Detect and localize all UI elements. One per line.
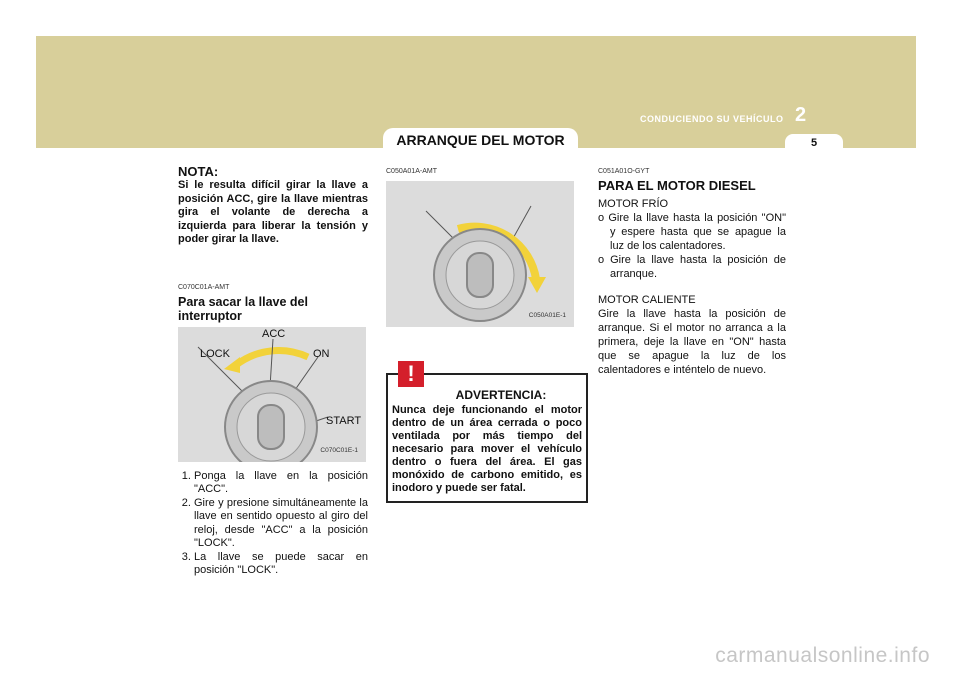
section-title: ARRANQUE DEL MOTOR <box>383 128 578 150</box>
nota-body: Si le resulta difícil girar la llave a posición ACC, gire la llave mientras gira el volante de derecha a izquierda para liberar la tensión y poder girar la llave. <box>178 179 368 245</box>
warning-box <box>386 361 588 503</box>
label-lock: LOCK <box>200 347 230 360</box>
column-right <box>598 165 786 377</box>
ignition-start-illustration <box>386 181 574 327</box>
warning-body: Nunca deje funcionando el motor dentro de un área cerrada o poco ventilada por más tiempo del necesario para mover el vehículo dentro o fuera del área. El gas monóxido de carbono emitido, es inodoro y puede ser fatal. <box>392 404 582 494</box>
section-code: C070C01A-AMT <box>178 283 230 291</box>
removal-steps <box>178 470 368 578</box>
label-start: START <box>326 414 362 427</box>
step-item: 3. La llave se puede sacar en posición "LOCK". <box>194 551 368 578</box>
ignition-key-illustration <box>178 327 366 462</box>
label-acc: ACC <box>262 327 286 340</box>
figure-caption: C050A01E-1 <box>528 312 566 319</box>
hot-heading: MOTOR CALIENTE <box>598 294 696 306</box>
ignition-figure-lock <box>178 327 366 462</box>
watermark: carmanualsonline.info <box>715 644 930 667</box>
arrow-head <box>528 277 546 293</box>
cold-heading: MOTOR FRÍO <box>598 198 669 210</box>
nota-title: NOTA: <box>178 164 219 179</box>
diesel-title: PARA EL MOTOR DIESEL <box>598 178 756 193</box>
column-left <box>178 165 368 578</box>
step-item: 2. Gire y presione simultáneamente la llave en sentido opuesto al giro del reloj, desde "ACC" a la posición "LOCK". <box>194 497 368 551</box>
page-number: 5 <box>785 134 843 150</box>
section-subtitle: Para sacar la llave del interruptor <box>178 294 308 323</box>
step-item: 1. Ponga la llave en la posición "ACC". <box>194 470 368 497</box>
key-head <box>258 405 284 449</box>
key-head <box>467 253 493 297</box>
cold-steps <box>598 211 786 281</box>
warning-title: ADVERTENCIA: <box>455 388 547 402</box>
figure-caption: C070C01E-1 <box>320 446 358 454</box>
section-code: C050A01A-AMT <box>386 168 437 175</box>
chapter-title: CONDUCIENDO SU VEHÍCULO <box>640 114 784 124</box>
cold-step: o Gire la llave hasta la posición de arranque. <box>598 254 786 280</box>
chapter-number: 2 <box>795 104 807 126</box>
column-middle <box>386 165 580 503</box>
warning-icon: ! <box>398 361 424 387</box>
section-code: C051A01O-GYT <box>598 168 650 175</box>
cold-step: o Gire la llave hasta la posición "ON" y espere hasta que se apague la luz de los calentadores. <box>598 212 786 252</box>
ignition-figure-start <box>386 181 574 327</box>
hot-body: Gire la llave hasta la posición de arranque. Si el motor no arranca a la primera, deje la llave en "ON" hasta que se apague la luz de los calentadores e inténtelo de nuevo. <box>598 308 786 376</box>
label-on: ON <box>313 347 330 360</box>
